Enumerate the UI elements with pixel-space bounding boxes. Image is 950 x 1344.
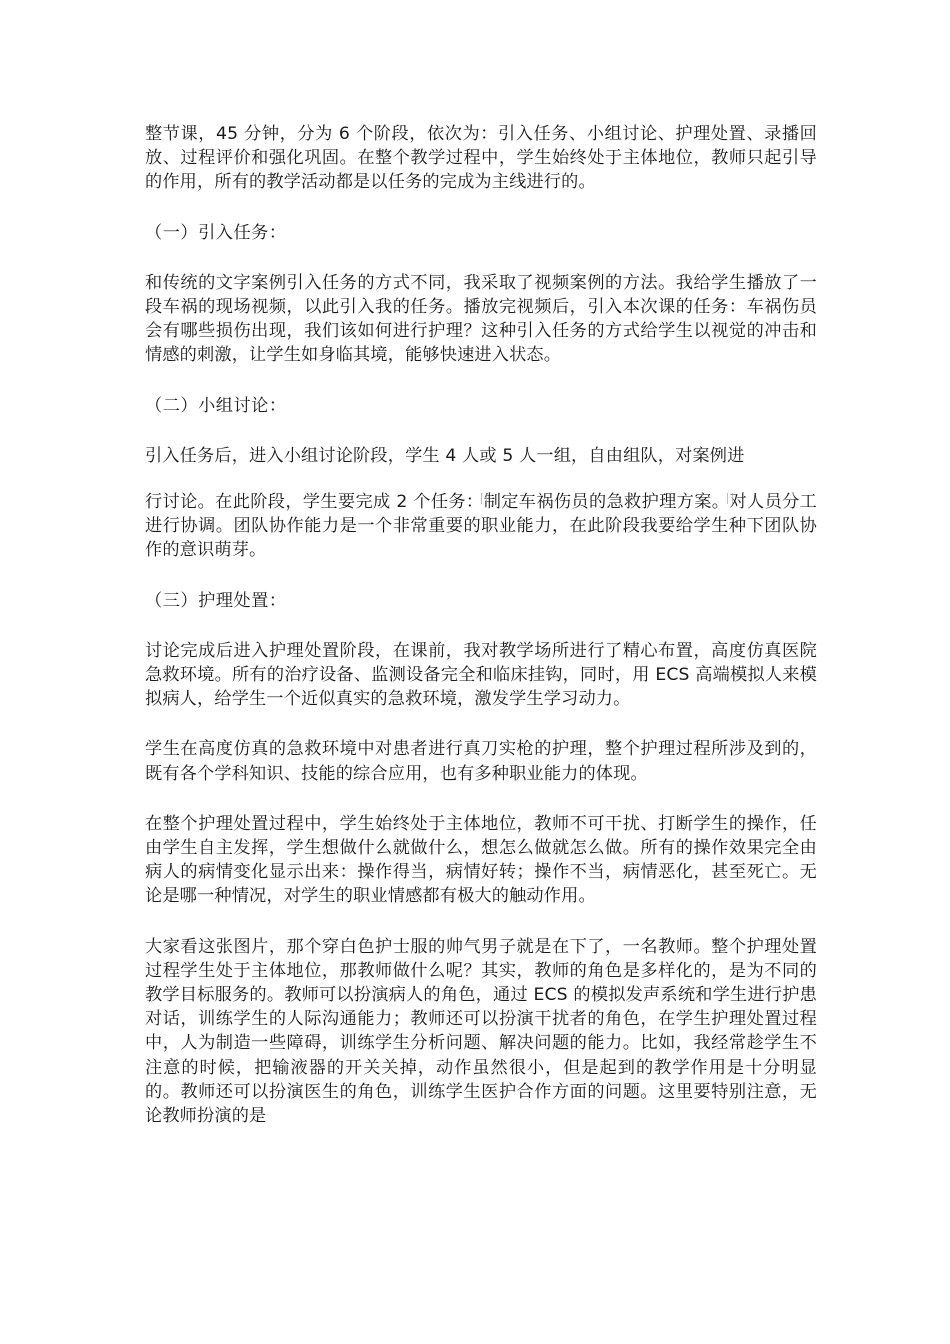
group-discussion-text: [145, 490, 817, 563]
group-discussion-line-2: 行讨论。在此阶段，学生要完成 2 个任务：: [145, 492, 484, 513]
nursing-practice-paragraph: 学生在高度仿真的急救环境中对患者进行真刀实枪的护理，整个护理过程所涉及到的，既有各个学科知识、技能的综合应用，也有多种职业能力的体现。: [145, 739, 817, 784]
teacher-role-paragraph: 大家看这张图片，那个穿白色护士服的帅气男子就是在下了，一名教师。整个护理处置过程学生处于主体地位，那教师做什么呢？其实，教师的角色是多样化的，是为不同的教学目标服务的。教师可以扮演病人的角色，通过 ECS 的模拟发声系统和学生进行护患对话，训练学生的人际沟通能力；教师还可以扮演干扰者的角色，在学生护理处置过程中，人为制造一些障碍，训练学生分析问题、解决问题的能力。比如，我经常趁学生不注意的时候，把输液器的开关关掉，动作虽然很小，但是起到的教学作用是十分明显的。教师还可以扮演医生的角色，训练学生医护合作方面的问题。这里要特别注意，无论教师扮演的是: [145, 936, 817, 1127]
section-heading-3: （三）护理处置：: [145, 590, 287, 611]
group-discussion-task-1: 制定车祸伤员的急救护理方案。: [483, 492, 730, 513]
student-subject-paragraph: 在整个护理处置过程中，学生始终处于主体地位，教师不可干扰、打断学生的操作，任由学生自主发挥，学生想做什么就做什么，想怎么做就怎么做。所有的操作效果完全由病人的病情变化显示出来：操作得当，病情好转；操作不当，病情恶化，甚至死亡。无论是哪一种情况，对学生的职业情感都有极大的触动作用。: [145, 813, 817, 907]
group-discussion-paragraph: [145, 444, 817, 563]
nursing-setup-paragraph: 讨论完成后进入护理处置阶段，在课前，我对教学场所进行了精心布置，高度仿真医院急救环境。所有的治疗设备、监测设备完全和临床挂钩，同时，用 ECS 高端模拟人来模拟病人，给学生一个近似真实的急救环境，激发学生学习动力。: [145, 640, 817, 710]
task-intro-paragraph: 和传统的文字案例引入任务的方式不同，我采取了视频案例的方法。我给学生播放了一段车祸的现场视频，以此引入我的任务。播放完视频后，引入本次课的任务：车祸伤员会有哪些损伤出现，我们该如何进行护理？这种引入任务的方式给学生以视觉的冲击和情感的刺激，让学生如身临其境，能够快速进入状态。: [145, 272, 817, 366]
intro-paragraph: 整节课，45 分钟，分为 6 个阶段，依次为：引入任务、小组讨论、护理处置、录播回放、过程评价和强化巩固。在整个教学过程中，学生始终处于主体地位，教师只起引导的作用，所有的教学活动都是以任务的完成为主线进行的。: [145, 124, 817, 193]
document-body: [145, 122, 817, 1128]
group-discussion-task-2: 对人员分工进行协调。团队协作能力是一个非常重要的职业能力，在此阶段我要给学生种下团队协作的意识萌芽。: [145, 492, 817, 561]
group-discussion-line-1: 引入任务后，进入小组讨论阶段，学生 4 人或 5 人一组，自由组队，对案例进: [145, 445, 745, 466]
section-heading-1: （一）引入任务：: [145, 222, 287, 243]
section-heading-2: （二）小组讨论：: [145, 395, 287, 416]
